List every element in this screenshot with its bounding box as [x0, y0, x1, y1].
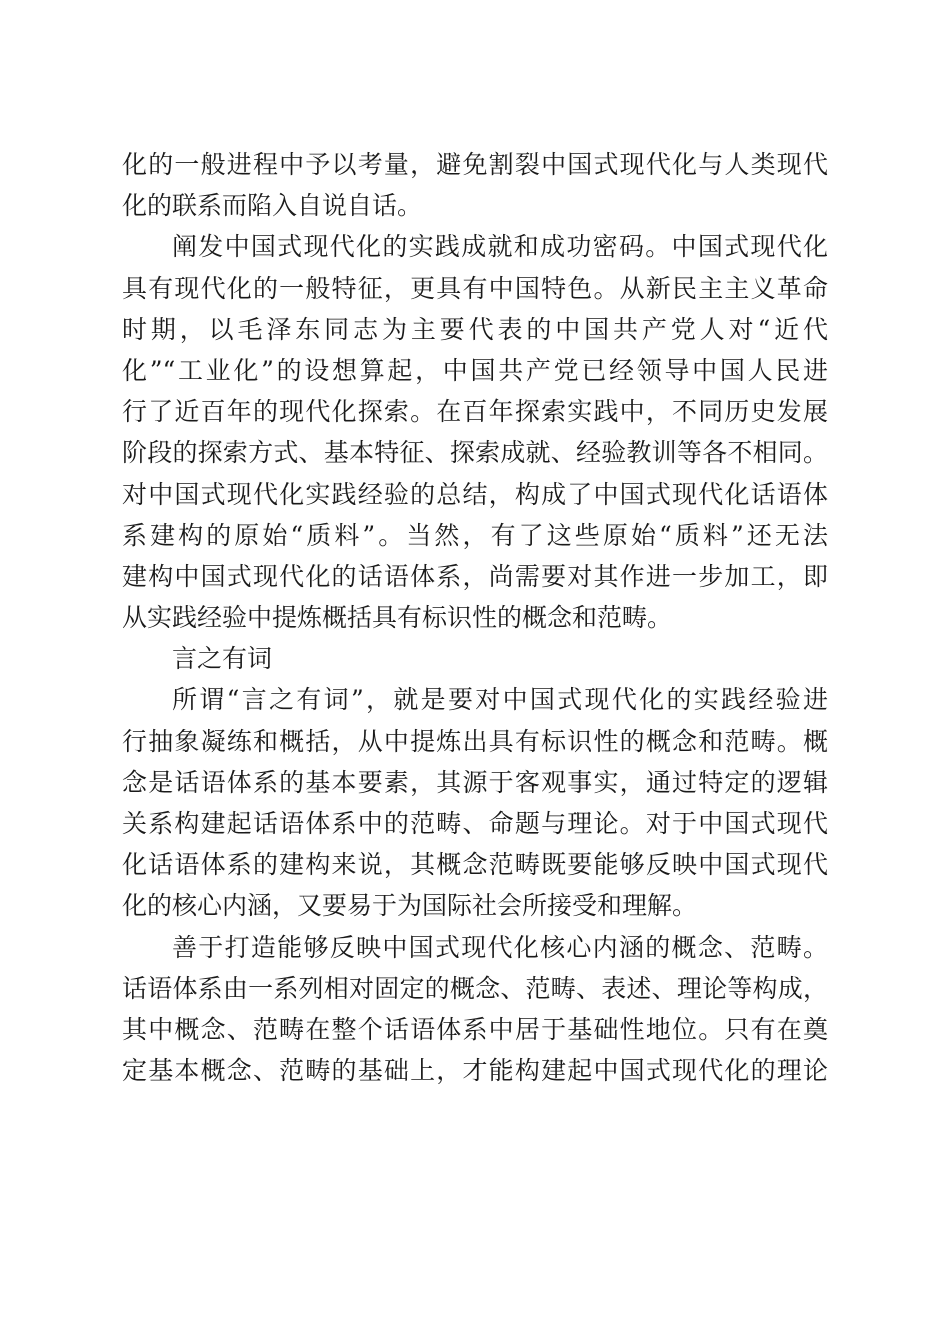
text-line: 化的核心内涵，又要易于为国际社会所接受和理解。 — [122, 891, 698, 921]
text-line: 行抽象凝练和概括，从中提炼出具有标识性的概念和范畴。概 — [122, 726, 828, 756]
text-line: 化”“工业化”的设想算起，中国共产党已经领导中国人民进 — [122, 355, 828, 385]
text-line: 化的联系而陷入自说自话。 — [122, 191, 423, 221]
text-line: 念是话语体系的基本要素，其源于客观事实，通过特定的逻辑 — [122, 767, 828, 797]
text-line: 系建构的原始“质料”。当然，有了这些原始“质料”还无法 — [122, 520, 828, 550]
text-line: 话语体系由一系列相对固定的概念、范畴、表述、理论等构成， — [122, 973, 828, 1003]
text-line: 阐发中国式现代化的实践成就和成功密码。中国式现代化 — [172, 232, 828, 262]
text-line: 阶段的探索方式、基本特征、探索成就、经验教训等各不相同。 — [122, 438, 828, 468]
text-line: 具有现代化的一般特征，更具有中国特色。从新民主主义革命 — [122, 273, 828, 303]
text-line: 行了近百年的现代化探索。在百年探索实践中，不同历史发展 — [122, 397, 828, 427]
text-line: 对中国式现代化实践经验的总结，构成了中国式现代化话语体 — [122, 479, 828, 509]
text-line: 化的一般进程中予以考量，避免割裂中国式现代化与人类现代 — [122, 150, 828, 179]
text-line: 关系构建起话语体系中的范畴、命题与理论。对于中国式现代 — [122, 809, 828, 838]
document-body — [122, 144, 828, 1091]
text-line: 建构中国式现代化的话语体系，尚需要对其作进一步加工，即 — [122, 561, 828, 591]
text-line: 所谓“言之有词”，就是要对中国式现代化的实践经验进 — [172, 685, 828, 715]
text-line: 时期，以毛泽东同志为主要代表的中国共产党人对“近代 — [122, 314, 828, 344]
text-line: 从实践经验中提炼概括具有标识性的概念和范畴。 — [122, 603, 673, 633]
text-line: 其中概念、范畴在整个话语体系中居于基础性地位。只有在奠 — [122, 1014, 828, 1044]
text-line: 化话语体系的建构来说，其概念范畴既要能够反映中国式现代 — [122, 850, 828, 880]
text-line: 善于打造能够反映中国式现代化核心内涵的概念、范畴。 — [172, 932, 828, 962]
section-heading: 言之有词 — [172, 644, 273, 674]
text-line: 定基本概念、范畴的基础上，才能构建起中国式现代化的理论 — [122, 1056, 828, 1086]
